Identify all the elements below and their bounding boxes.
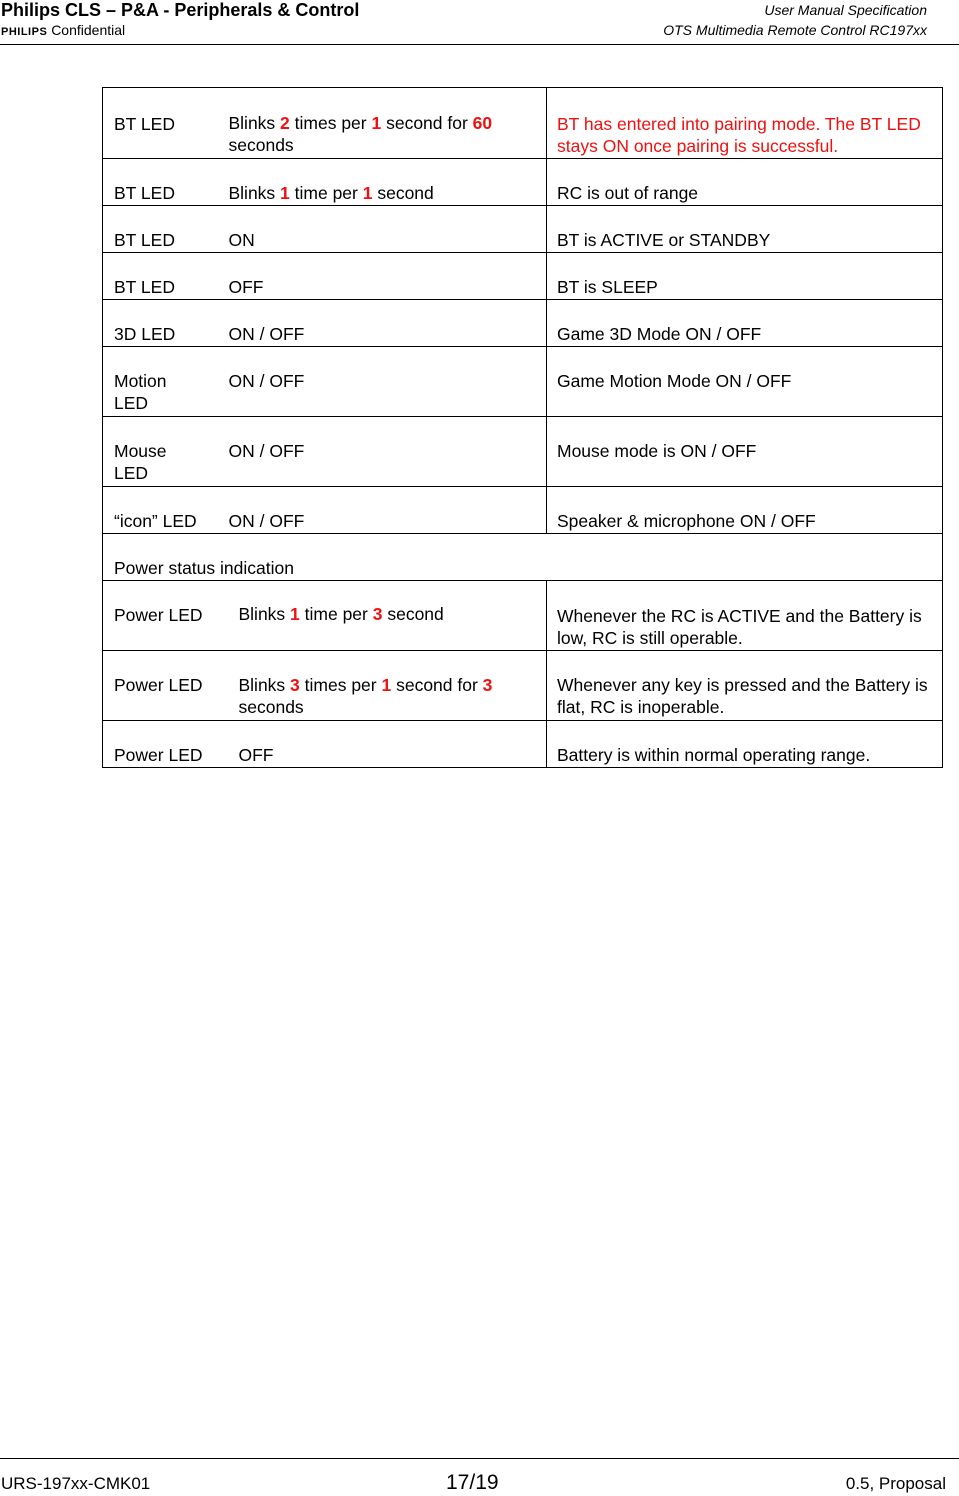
- led-name: Motion LED: [103, 347, 229, 417]
- document-version: 0.5, Proposal: [845, 1474, 946, 1493]
- table-row: [103, 721, 943, 768]
- table-row: [103, 347, 943, 417]
- page-number: 17/19: [446, 1471, 499, 1494]
- document-id: URS-197xx-CMK01: [1, 1474, 151, 1493]
- led-indication: ON / OFF: [229, 417, 547, 487]
- document-title: Philips CLS – P&A - Peripherals & Control: [1, 0, 360, 20]
- led-description: BT is SLEEP: [547, 253, 943, 300]
- led-name: 3D LED: [103, 300, 229, 347]
- footer-divider: [0, 1458, 959, 1459]
- section-title: Power status indication: [103, 534, 943, 581]
- led-indication: Blinks 2 times per 1 second for 60 seconds: [229, 88, 547, 159]
- led-name: Power LED: [103, 651, 229, 721]
- table-row: [103, 253, 943, 300]
- led-name: BT LED: [103, 88, 229, 159]
- led-description: Speaker & microphone ON / OFF: [547, 487, 943, 534]
- led-indication-table: [102, 87, 943, 768]
- led-name: BT LED: [103, 253, 229, 300]
- table-row: [103, 651, 943, 721]
- led-description: BT is ACTIVE or STANDBY: [547, 206, 943, 253]
- led-indication: OFF: [229, 253, 547, 300]
- header-divider: [0, 44, 959, 45]
- led-indication: Blinks 1 time per 3 second: [229, 581, 547, 651]
- table-row: [103, 88, 943, 159]
- table-row: [103, 300, 943, 347]
- doc-type: User Manual Specification: [764, 2, 927, 18]
- table-row: [103, 487, 943, 534]
- led-indication: Blinks 3 times per 1 second for 3 seconds: [229, 651, 547, 721]
- led-description: BT has entered into pairing mode. The BT LED stays ON once pairing is successful.: [547, 88, 943, 159]
- table-row: [103, 417, 943, 487]
- led-description: Game 3D Mode ON / OFF: [547, 300, 943, 347]
- confidential-label: Confidential: [51, 22, 126, 38]
- led-name: Mouse LED: [103, 417, 229, 487]
- led-name: BT LED: [103, 206, 229, 253]
- doc-subject: OTS Multimedia Remote Control RC197xx: [663, 22, 927, 38]
- led-description: Battery is within normal operating range.: [547, 721, 943, 768]
- led-indication: ON / OFF: [229, 300, 547, 347]
- table-row: [103, 581, 943, 651]
- led-indication: ON: [229, 206, 547, 253]
- confidentiality-line: [1, 22, 125, 38]
- led-description: Game Motion Mode ON / OFF: [547, 347, 943, 417]
- led-indication: ON / OFF: [229, 487, 547, 534]
- led-description: Whenever the RC is ACTIVE and the Battery is low, RC is still operable.: [547, 581, 943, 651]
- led-indication: ON / OFF: [229, 347, 547, 417]
- section-row: [103, 534, 943, 581]
- led-name: Power LED: [103, 581, 229, 651]
- led-name: BT LED: [103, 159, 229, 206]
- table-row: [103, 206, 943, 253]
- led-description: RC is out of range: [547, 159, 943, 206]
- philips-logo: PHILIPS: [1, 26, 48, 38]
- led-indication: OFF: [229, 721, 547, 768]
- led-name: “icon” LED: [103, 487, 229, 534]
- led-indication: Blinks 1 time per 1 second: [229, 159, 547, 206]
- led-description: Mouse mode is ON / OFF: [547, 417, 943, 487]
- table-row: [103, 159, 943, 206]
- led-description: Whenever any key is pressed and the Battery is flat, RC is inoperable.: [547, 651, 943, 721]
- led-name: Power LED: [103, 721, 229, 768]
